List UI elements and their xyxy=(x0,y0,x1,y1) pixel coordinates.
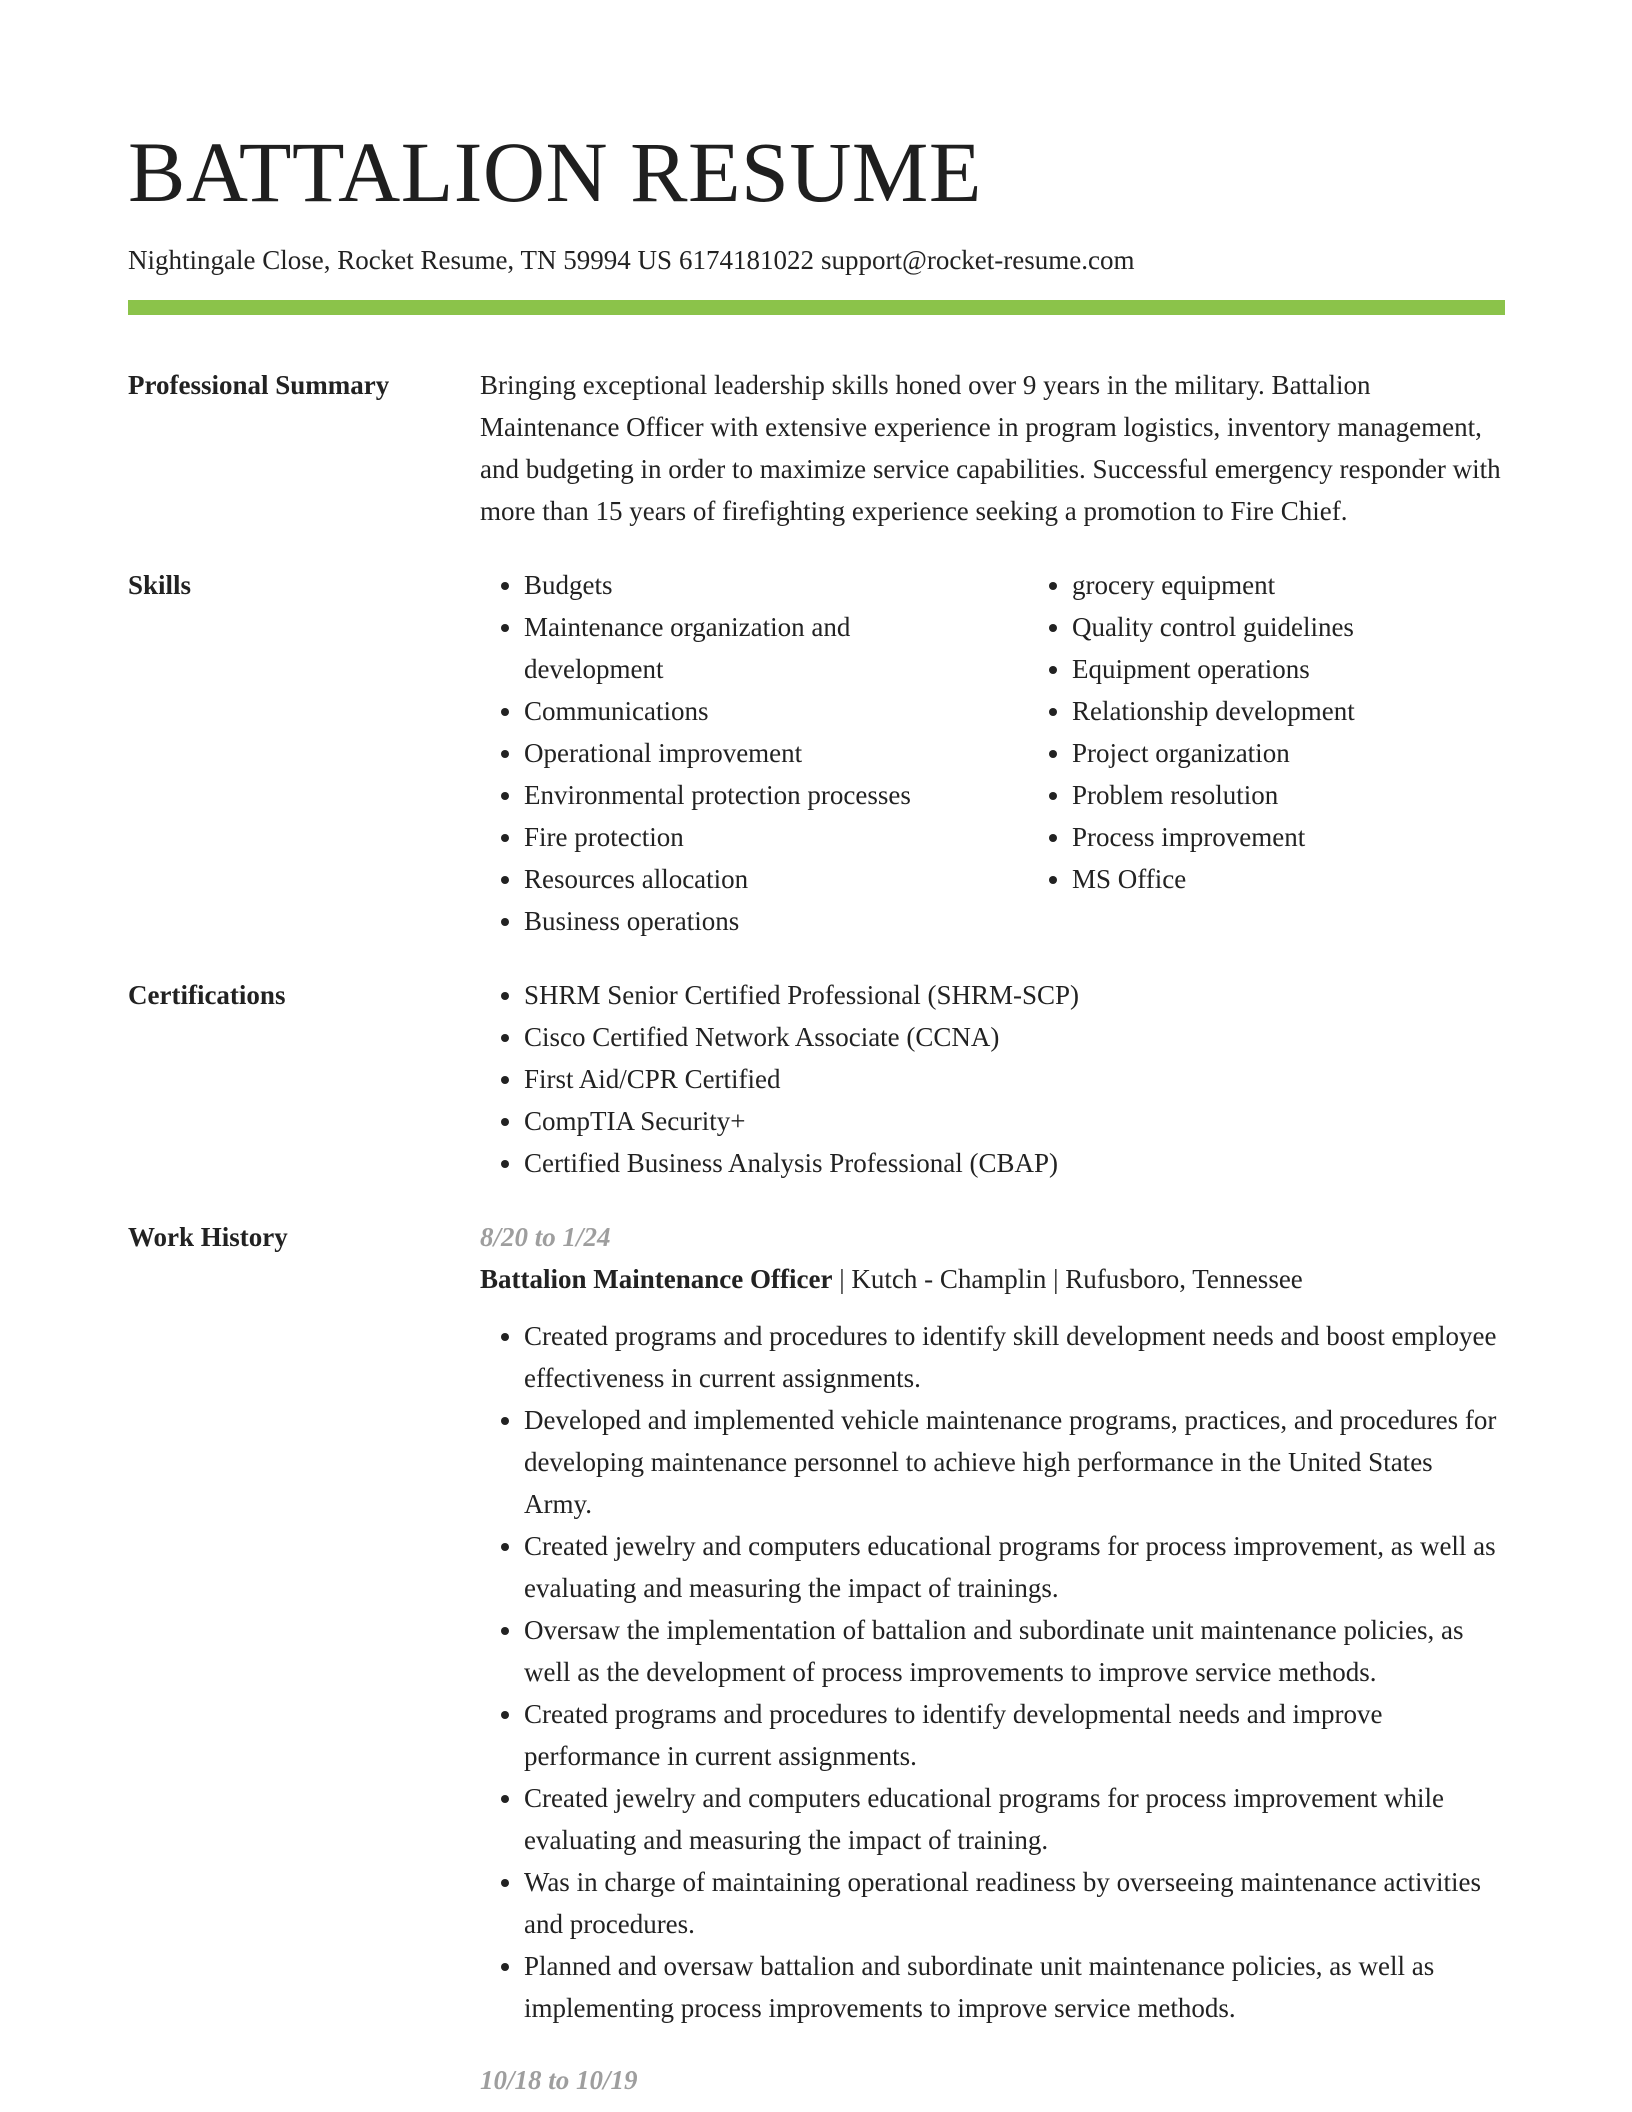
contact-email: support@rocket-resume.com xyxy=(820,245,1135,275)
certifications-heading: Certifications xyxy=(128,980,286,1010)
certification-item: • Certified Business Analysis Professional (CBAP) xyxy=(524,1142,1505,1184)
work-history-heading: Work History xyxy=(128,1222,288,1252)
resume-name: BATTALION RESUME xyxy=(128,124,982,220)
skill-item: • grocery equipment xyxy=(1072,564,1461,606)
job-bullet: • Was in charge of maintaining operational readiness by overseeing maintenance activities and procedures. xyxy=(524,1861,1505,1945)
certification-item: • CompTIA Security+ xyxy=(524,1100,1505,1142)
header-divider xyxy=(128,300,1505,315)
certification-item: • SHRM Senior Certified Professional (SHRM-SCP) xyxy=(524,974,1505,1016)
skill-item: • MS Office xyxy=(1072,858,1461,900)
summary-text: Bringing exceptional leadership skills honed over 9 years in the military. Battalion Maintenance Officer with extensive experience in program logistics, inventory management, and budgeting in order to maximize service capabilities. Successful emergency responder with more than 15 years of firefighting experience seeking a promotion to Fire Chief. xyxy=(480,370,1501,526)
skill-item: • Quality control guidelines xyxy=(1072,606,1461,648)
skills-list-left xyxy=(480,564,1028,942)
skill-item: • Process improvement xyxy=(1072,816,1461,858)
work-history-section xyxy=(128,1216,1505,2101)
skill-item: • Operational improvement xyxy=(524,732,984,774)
skill-item: • Maintenance organization and development xyxy=(524,606,984,690)
certification-item: • First Aid/CPR Certified xyxy=(524,1058,1505,1100)
job-bullet: • Planned and oversaw battalion and subordinate unit maintenance policies, as well as implementing process improvements to improve service methods. xyxy=(524,1945,1505,2029)
certifications-section xyxy=(128,974,1505,1184)
skill-item: • Business operations xyxy=(524,900,984,942)
skill-item: • Problem resolution xyxy=(1072,774,1461,816)
skills-heading: Skills xyxy=(128,570,192,600)
summary-heading: Professional Summary xyxy=(128,370,390,400)
job-bullets xyxy=(480,1315,1505,2029)
job-bullet: • Created jewelry and computers educational programs for process improvement, as well as evaluating and measuring the impact of trainings. xyxy=(524,1525,1505,1609)
job-title: Battalion Maintenance Officer xyxy=(480,1264,833,1294)
skill-item: • Budgets xyxy=(524,564,984,606)
skill-item: • Resources allocation xyxy=(524,858,984,900)
job-bullet: • Developed and implemented vehicle maintenance programs, practices, and procedures for developing maintenance personnel to achieve high performance in the United States Army. xyxy=(524,1399,1505,1525)
contact-phone: 6174181022 xyxy=(678,245,814,275)
skills-list-right xyxy=(1028,564,1505,942)
job-bullet: • Created jewelry and computers educational programs for process improvement while evaluating and measuring the impact of training. xyxy=(524,1777,1505,1861)
skill-item: • Equipment operations xyxy=(1072,648,1461,690)
job-entry xyxy=(480,2059,1505,2101)
job-entry xyxy=(480,1216,1505,2029)
skills-section xyxy=(128,564,1505,942)
contact-address: Nightingale Close, Rocket Resume, TN 59994 US xyxy=(128,245,672,275)
skill-item: • Communications xyxy=(524,690,984,732)
job-heading xyxy=(480,1258,1505,1300)
job-dates: 10/18 to 10/19 xyxy=(480,2065,638,2095)
summary-section xyxy=(128,364,1505,532)
job-bullet: • Created programs and procedures to identify developmental needs and improve performance in current assignments. xyxy=(524,1693,1505,1777)
skill-item: • Environmental protection processes xyxy=(524,774,984,816)
contact-line xyxy=(128,240,1505,280)
job-dates: 8/20 to 1/24 xyxy=(480,1222,611,1252)
certifications-list xyxy=(480,974,1505,1184)
resume-page xyxy=(128,0,1505,2101)
job-bullet: • Created programs and procedures to identify skill development needs and boost employee effectiveness in current assignments. xyxy=(524,1315,1505,1399)
skill-item: • Project organization xyxy=(1072,732,1461,774)
job-employer-location: | Kutch - Champlin | Rufusboro, Tennessee xyxy=(832,1264,1303,1294)
skill-item: • Fire protection xyxy=(524,816,984,858)
job-bullet: • Oversaw the implementation of battalion and subordinate unit maintenance policies, as well as the development of process improvements to improve service methods. xyxy=(524,1609,1505,1693)
skill-item: • Relationship development xyxy=(1072,690,1461,732)
certification-item: • Cisco Certified Network Associate (CCNA) xyxy=(524,1016,1505,1058)
